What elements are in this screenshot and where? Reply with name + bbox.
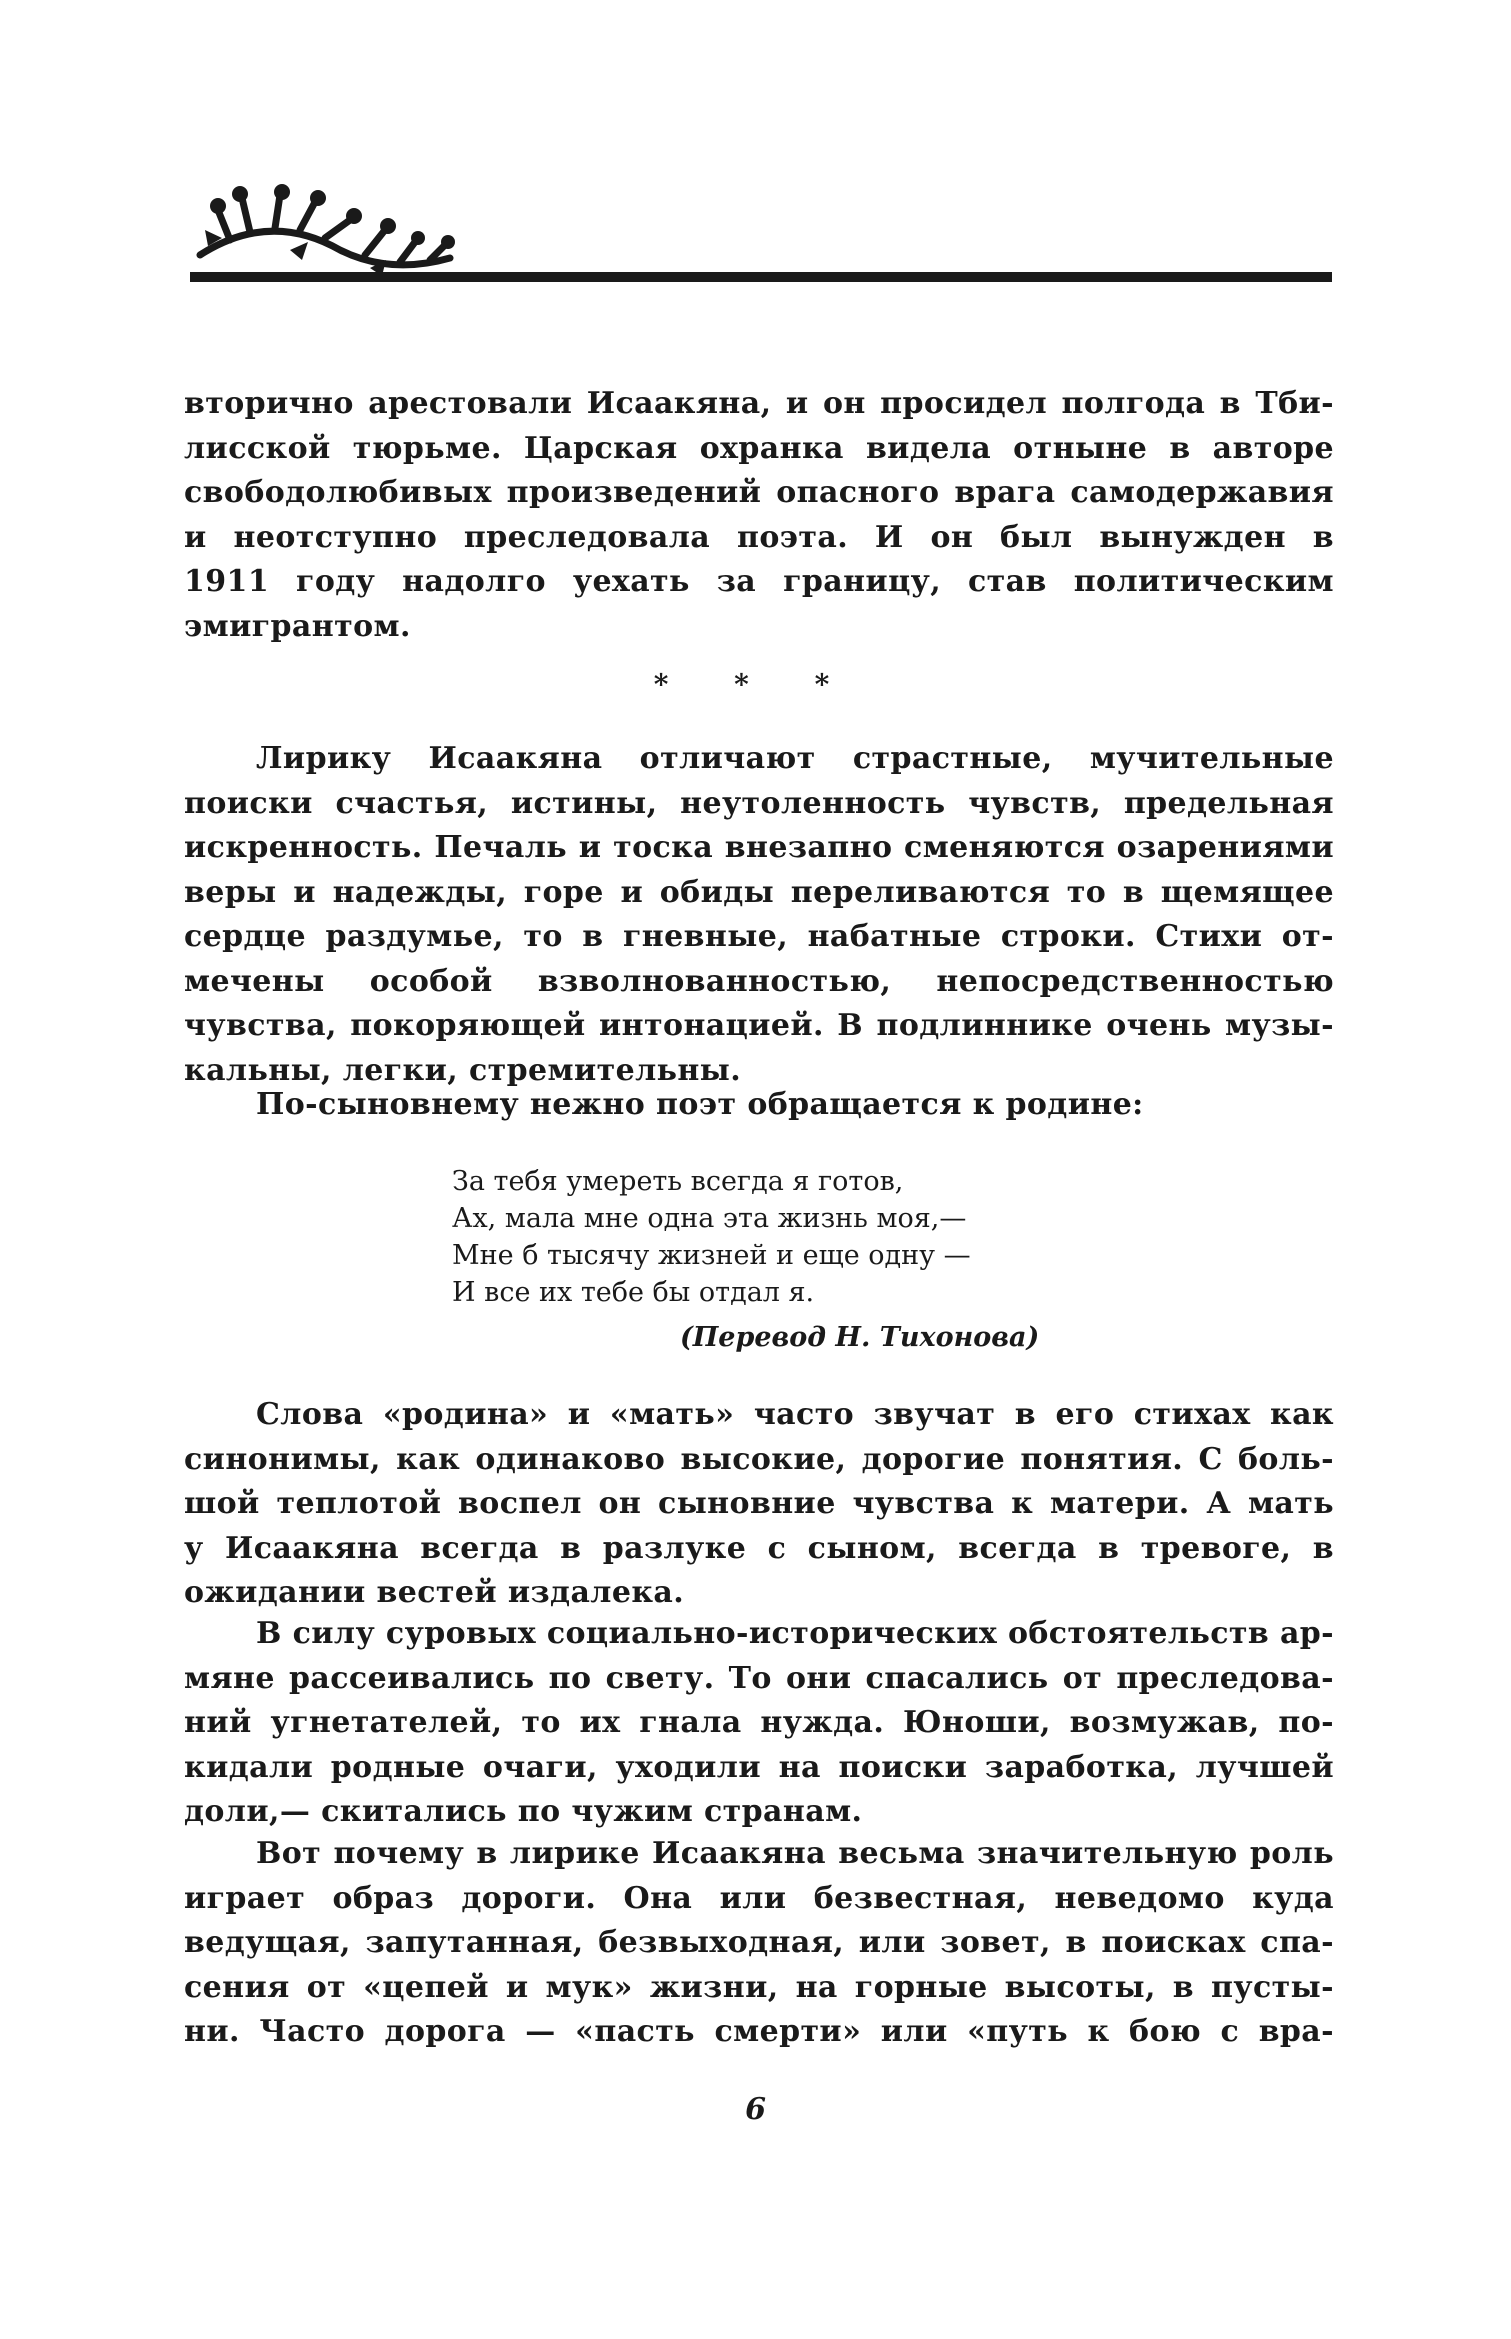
text-line: мечены особой взволнованностью, непосредственностью xyxy=(184,963,1334,999)
paragraph-1 xyxy=(184,382,1334,649)
poem-line: Ах, мала мне одна эта жизнь моя,— xyxy=(452,1203,967,1234)
text-line: ожидании вестей издалека. xyxy=(184,1575,685,1610)
paragraph-4 xyxy=(184,1393,1334,1616)
text-line: кальны, легки, стремительны. xyxy=(184,1052,742,1088)
text-line: синонимы, как одинаково высокие, дорогие понятия. С боль- xyxy=(184,1441,1334,1477)
text-line: свободолюбивых произведений опасного врага самодержавия xyxy=(184,475,1334,510)
paragraph-5 xyxy=(184,1612,1334,1835)
text-line: поиски счастья, истины, неутоленность чувств, предельная xyxy=(184,785,1334,821)
text-line: играет образ дороги. Она или безвестная, неведомо куда xyxy=(184,1880,1334,1916)
translation-attribution: (Перевод Н. Тихонова) xyxy=(680,1322,1040,1353)
text-line: веры и надежды, горе и обиды переливаются то в щемящее xyxy=(184,874,1334,910)
poem-line: И все их тебе бы отдал я. xyxy=(452,1277,815,1308)
text-line: сердце раздумье, то в гневные, набатные строки. Стихи от- xyxy=(184,919,1334,954)
text-line: сения от «цепей и мук» жизни, на горные высоты, в пусты- xyxy=(184,1969,1334,2005)
text-line: 1911 году надолго уехать за границу, став политическим xyxy=(184,564,1334,599)
text-line: ни. Часто дорога — «пасть смерти» или «путь к бою с вра- xyxy=(184,2014,1334,2049)
text-line: По-сыновнему нежно поэт обращается к родине: xyxy=(256,1087,1144,1122)
section-break: * * * xyxy=(653,668,858,701)
page-number: 6 xyxy=(745,2092,766,2127)
text-line: Слова «родина» и «мать» часто звучат в его стихах как xyxy=(256,1397,1334,1432)
text-line: В силу суровых социально-исторических обстоятельств ар- xyxy=(256,1616,1334,1651)
text-line: эмигрантом. xyxy=(184,608,411,644)
text-line: чувства, покоряющей интонацией. В подлиннике очень музы- xyxy=(184,1008,1334,1043)
poem-line: Мне б тысячу жизней и еще одну — xyxy=(452,1240,971,1271)
header-rule xyxy=(190,272,1332,282)
paragraph-6 xyxy=(184,1832,1334,2055)
text-line: Лирику Исаакяна отличают страстные, мучительные xyxy=(256,741,1334,776)
text-line: ний угнетателей, то их гнала нужда. Юноши, возмужав, по- xyxy=(184,1705,1334,1740)
text-line: у Исаакяна всегда в разлуке с сыном, всегда в тревоге, в xyxy=(184,1530,1334,1566)
text-line: вторично арестовали Исаакяна, и он просидел полгода в Тби- xyxy=(184,386,1334,421)
floral-ornament-icon xyxy=(190,180,490,280)
text-line: и неотступно преследовала поэта. И он был вынужден в xyxy=(184,519,1334,555)
text-line: ведущая, запутанная, безвыходная, или зовет, в поисках спа- xyxy=(184,1925,1334,1960)
text-line: шой теплотой воспел он сыновние чувства к матери. А мать xyxy=(184,1486,1334,1521)
paragraph-2 xyxy=(184,737,1334,1093)
poem-line: За тебя умереть всегда я готов, xyxy=(452,1166,904,1197)
text-line: кидали родные очаги, уходили на поиски заработка, лучшей xyxy=(184,1749,1334,1785)
text-line: доли,— скитались по чужим странам. xyxy=(184,1794,863,1829)
poem-quote xyxy=(452,1163,971,1311)
text-line: лисской тюрьме. Царская охранка видела отныне в авторе xyxy=(184,430,1334,466)
text-line: мяне рассеивались по свету. То они спасались от преследова- xyxy=(184,1660,1334,1696)
text-line: искренность. Печаль и тоска внезапно сменяются озарениями xyxy=(184,830,1334,865)
text-line: Вот почему в лирике Исаакяна весьма значительную роль xyxy=(256,1836,1334,1871)
paragraph-3 xyxy=(184,1083,1334,1128)
